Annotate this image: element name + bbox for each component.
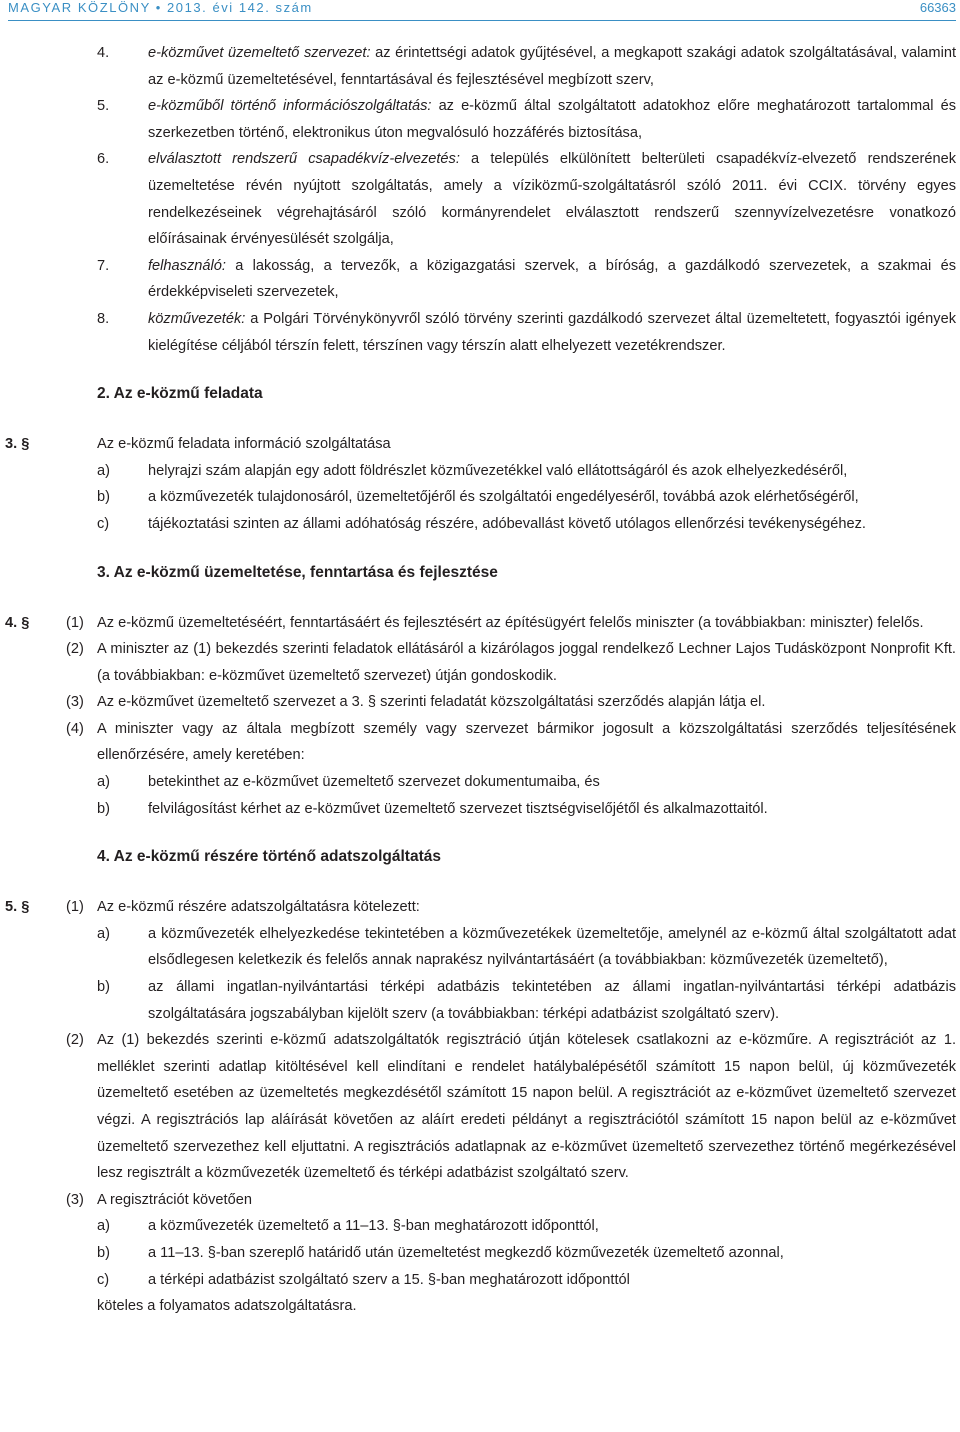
closing-text: köteles a folyamatos adatszolgáltatásra. [97,1298,357,1315]
item-label: b) [97,1244,110,1261]
list-item [0,769,960,796]
definition-item [0,93,960,146]
definition-number: 7. [97,257,110,274]
list-item [0,458,960,485]
subsection-label: (4) [66,720,84,737]
subsection-label: (3) [66,694,84,711]
subsection-text: Az e-közmű részére adatszolgáltatásra kötelezett: [97,899,420,916]
definition-item [0,146,960,252]
paragraph-5-sub-2 [0,1027,960,1187]
item-label: b) [97,489,110,506]
paragraph-4-sub-3 [0,689,960,716]
item-text: felvilágosítást kérhet az e-közművet üzemeltető szervezet tisztségviselőjétől és alkalmazottaitól. [148,800,768,817]
subsection-text: Az e-közmű üzemeltetéséért, fenntartásáért és fejlesztésért az építésügyért felelős miniszter (a továbbiakban: miniszter) felelős. [97,614,924,631]
section-heading: 3. Az e-közmű üzemeltetése, fenntartása és fejlesztése [97,563,498,581]
item-text: a közművezeték üzemeltető a 11–13. §-ban meghatározott időponttól, [148,1218,599,1235]
section-heading: 2. Az e-közmű feladata [97,385,263,403]
definition-term: e-közművet üzemeltető szervezet: [148,45,371,61]
item-text: az állami ingatlan-nyilvántartási térképi adatbázis tekintetében az állami ingatlan-nyilvántartási térképi adatbázis szolgáltatására jogszabályban kijelölt szerv (a továbbiakban: térképi adatbázist szolgáltató szerv). [148,979,956,1022]
publication-title: MAGYAR KÖZLÖNY • 2013. évi 142. szám [8,0,313,15]
paragraph-5-sub-3 [0,1187,960,1214]
definition-item [0,40,960,93]
list-item [0,511,960,538]
definition-text: a Polgári Törvénykönyvről szóló törvény szerinti gazdálkodó szervezet által üzemeltetett, fogyasztói igények kielégítése céljából térszín felett, térszínen vagy térszín alatt elhelyezett vezetékrendszer. [148,310,956,354]
item-text: a közművezeték elhelyezkedése tekintetében a közművezetékek üzemeltetője, amelynél az e-közmű által szolgáltatott adat elsődlegesen keletkezik és felelős annak naprakész nyilvántartásáért (a továbbiakban: közművezeték üzemeltető), [148,925,956,969]
definition-term: elválasztott rendszerű csapadékvíz-elvezetés: [148,151,460,168]
subsection-text: Az (1) bekezdés szerinti e-közmű adatszolgáltatók regisztráció útján kötelesek csatlakozni az e-közműre. A regisztrációt az 1. melléklet szerinti adatlap kitöltésével kell elindítani e rendelet hatálybalépésétől számított 15 napon belül, új közművezeték üzemeltető esetében az üzemeltetés megkezdésétől számított 15 napon belül. A regisztrációt az e-közművet üzemeltető szervezet végzi. A regisztrációs lap aláírását követően az aláírt eredeti példányt a regisztrációtól számított 15 napon belül az e-közművet üzemeltető szervezethez kell eljuttatni. A regisztrációs adatlapnak az e-közművet üzemeltető szervezethez történő megérkezésével lesz regisztrált a közművezeték üzemeltető és térképi adatbázist szolgáltató szerv. [97,1032,956,1182]
item-label: c) [97,515,110,532]
item-text: tájékoztatási szinten az állami adóhatóság részére, adóbevallást követő utólagos ellenőrzési tevékenységéhez. [148,515,866,532]
definition-text: az e-közmű által szolgáltatott adatokhoz előre meghatározott tartalommal és szerkezetben történő, elektronikus úton megvalósuló hozzáférés biztosítása, [148,98,957,141]
item-label: b) [97,979,110,996]
item-text: betekinthet az e-közművet üzemeltető szervezet dokumentumaiba, és [148,774,600,791]
section-heading: 4. Az e-közmű részére történő adatszolgáltatás [97,848,441,866]
list-item [0,1213,960,1240]
paragraph-intro: Az e-közmű feladata információ szolgáltatása [97,436,391,453]
subsection-label: (1) [66,614,84,631]
item-label: b) [97,800,110,817]
definition-term: e-közműből történő információszolgáltatás: [148,98,432,115]
page-header [8,0,956,22]
list-item [0,921,960,974]
definition-term: felhasználó: [148,257,226,274]
item-label: a) [97,462,110,479]
subsection-label: (2) [66,1032,84,1049]
item-label: c) [97,1271,110,1288]
subsection-text: A miniszter az (1) bekezdés szerinti feladatok ellátásáról a kizárólagos joggal rendelkező Lechner Lajos Tudásközpont Nonprofit Kft. (a továbbiakban: e-közművet üzemeltető szervezet) útján gondoskodik. [97,641,956,684]
item-label: a) [97,774,110,791]
item-text: a 11–13. §-ban szereplő határidő után üzemeltetést megkezdő közművezeték üzemeltető azonnal, [148,1244,784,1261]
item-label: a) [97,1218,110,1235]
paragraph-number: 4. § [5,614,30,631]
subsection-label: (2) [66,641,84,658]
paragraph-3 [0,431,960,458]
paragraph-4-sub-4 [0,716,960,769]
header-rule [8,20,956,21]
paragraph-number: 5. § [5,899,30,916]
item-label: a) [97,925,110,942]
list-item [0,1267,960,1294]
paragraph-number: 3. § [5,436,30,453]
definition-number: 4. [97,45,110,61]
subsection-text: A regisztrációt követően [97,1191,252,1208]
subsection-text: A miniszter vagy az általa megbízott személy vagy szervezet bármikor jogosult a közszolgáltatási szerződés teljesítésének ellenőrzésére, amely keretében: [97,720,956,764]
item-text: helyrajzi szám alapján egy adott földrészlet közművezetékkel való ellátottságáról és azok elhelyezkedéséről, [148,462,848,479]
subsection-label: (1) [66,899,84,916]
definition-number: 8. [97,310,110,327]
list-item [0,484,960,511]
list-item [0,796,960,823]
definition-term: közművezeték: [148,310,246,327]
item-text: a közművezeték tulajdonosáról, üzemeltetőjéről és szolgáltatói engedélyeséről, továbbá azok elérhetőségéről, [148,489,859,506]
list-item [0,1240,960,1267]
definition-item [0,253,960,306]
subsection-text: Az e-közművet üzemeltető szervezet a 3. § szerinti feladatát közszolgáltatási szerződés alapján látja el. [97,694,766,711]
definition-text: a lakosság, a tervezők, a közigazgatási szervek, a bíróság, a gazdálkodó szervezetek, a szakmai és érdekképviseleti szervezetek, [148,257,956,301]
definition-text: a település elkülönített belterületi csapadékvíz-elvezető rendszerének üzemeltetése révén nyújtott szolgáltatás, amely a víziközmű-szolgáltatásról szóló 2011. évi CCIX. törvény egyes rendelkezéseinek végrehajtásáról szóló kormányrendelet elválasztott rendszerű szennyvízelvezetésre vonatkozó előírásainak érvényesülését szolgálja, [148,151,956,248]
paragraph-5-sub-1 [0,894,960,921]
definition-item [0,306,960,359]
paragraph-4-sub-1 [0,610,960,637]
subsection-label: (3) [66,1191,84,1208]
list-item [0,974,960,1027]
definition-number: 5. [97,98,110,115]
definition-text: az érintettségi adatok gyűjtésével, a megkapott szakági adatok szolgáltatásával, valamint az e-közmű üzemeltetésével, fenntartásával és fejlesztésével megbízott szerv, [148,45,956,88]
page-number: 66363 [919,0,956,15]
definition-number: 6. [97,151,110,168]
document-body [0,40,960,1320]
paragraph-4-sub-2 [0,636,960,689]
item-text: a térképi adatbázist szolgáltató szerv a 15. §-ban meghatározott időponttól [148,1271,630,1288]
